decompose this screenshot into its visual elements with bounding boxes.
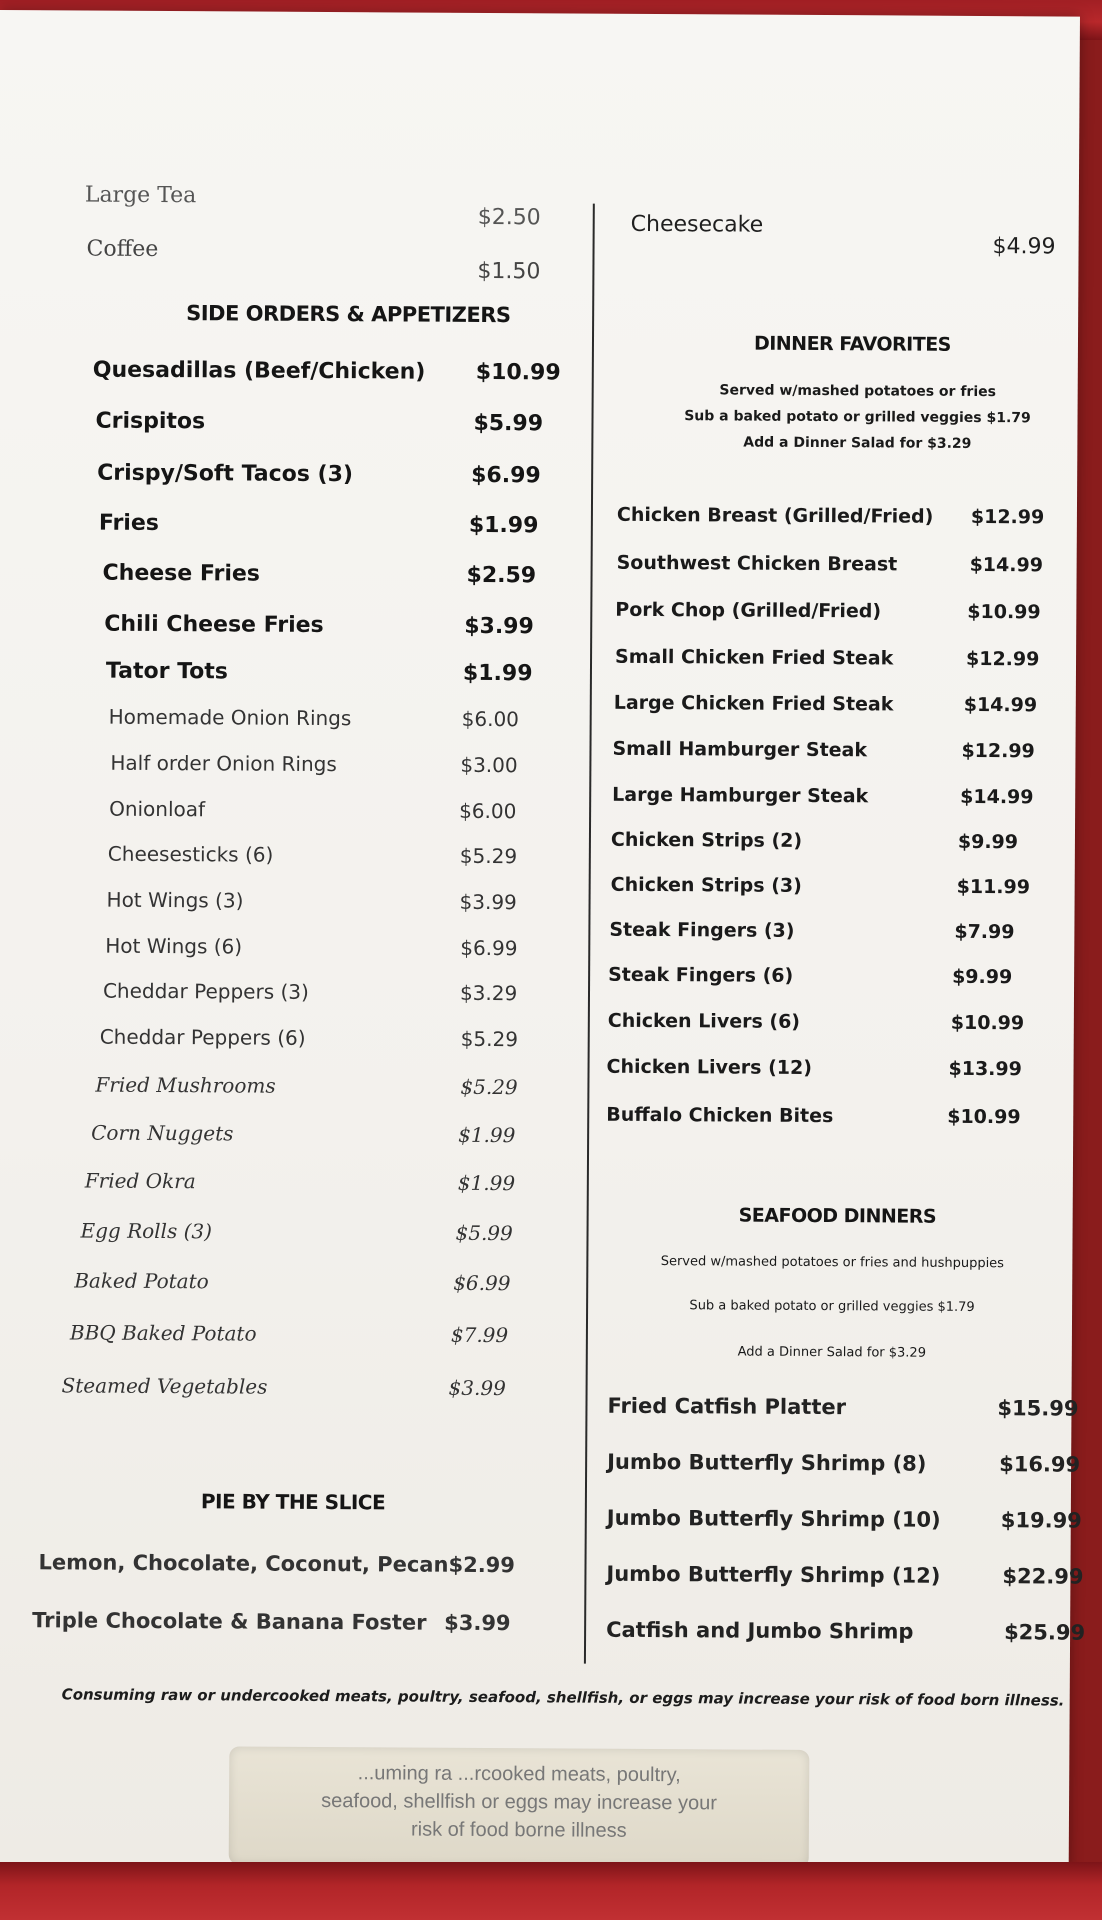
item-name: Pork Chop (Grilled/Fried) (615, 598, 882, 623)
item-name: Chicken Breast (Grilled/Fried) (616, 503, 934, 528)
item-name: Coffee (86, 236, 159, 262)
item-name: Baked Potato (74, 1268, 209, 1294)
item-name: Small Chicken Fried Steak (614, 645, 894, 670)
item-name: Jumbo Butterfly Shrimp (10) (606, 1505, 941, 1532)
item-name: Large Hamburger Steak (612, 783, 869, 808)
dinner-note: Add a Dinner Salad for $3.29 (743, 434, 972, 452)
item-name: Buffalo Chicken Bites (606, 1103, 834, 1128)
item-name: BBQ Baked Potato (69, 1320, 257, 1346)
item-name: Corn Nuggets (91, 1120, 234, 1146)
item-price: $2.99 (448, 1552, 516, 1578)
item-price: $1.99 (458, 1122, 516, 1148)
item-name: Fried Catfish Platter (607, 1393, 847, 1420)
item-price: $3.99 (444, 1610, 511, 1636)
item-name: Quesadillas (Beef/Chicken) (92, 357, 426, 385)
item-name: Onionloaf (109, 796, 206, 822)
item-name: Jumbo Butterfly Shrimp (8) (607, 1449, 927, 1476)
item-price: $1.99 (462, 660, 533, 687)
item-name: Chili Cheese Fries (104, 611, 324, 638)
item-name: Fried Mushrooms (95, 1072, 276, 1098)
item-price: $14.99 (963, 693, 1038, 717)
item-price: $9.99 (957, 830, 1019, 854)
item-price: $3.29 (459, 980, 518, 1006)
item-price: $2.50 (477, 204, 541, 231)
item-name: Hot Wings (6) (105, 933, 243, 959)
item-name: Lemon, Chocolate, Coconut, Pecan (38, 1550, 449, 1577)
item-name: Large Tea (84, 182, 197, 209)
item-price: $6.99 (471, 462, 541, 489)
sticker-line: ...uming ra ...rcooked meats, poultry, (357, 1762, 681, 1787)
item-price: $6.99 (453, 1270, 511, 1296)
item-price: $3.99 (459, 889, 517, 915)
item-price: $1.99 (457, 1170, 516, 1196)
item-price: $3.00 (460, 752, 518, 778)
item-name: Cheddar Peppers (3) (102, 978, 309, 1004)
item-price: $15.99 (997, 1396, 1079, 1421)
item-price: $6.99 (460, 935, 518, 961)
item-price: $9.99 (952, 965, 1013, 989)
seafood-note: Add a Dinner Salad for $3.29 (737, 1344, 927, 1361)
item-price: $2.59 (466, 562, 537, 589)
item-name: Jumbo Butterfly Shrimp (12) (606, 1561, 941, 1588)
item-price: $14.99 (960, 785, 1034, 809)
item-price: $6.00 (461, 706, 520, 732)
item-name: Chicken Strips (2) (610, 828, 803, 852)
menu-page (0, 10, 1086, 1869)
column-divider (584, 204, 595, 1664)
dinner-note: Sub a baked potato or grilled veggies $1.79 (684, 408, 1031, 427)
item-name: Hot Wings (3) (106, 887, 244, 913)
item-name: Southwest Chicken Breast (616, 551, 898, 576)
item-price: $6.00 (459, 798, 517, 824)
food-safety-warning: Consuming raw or undercooked meats, poultry, seafood, shellfish, or eggs may increase your risk of food born illness. (61, 1685, 1065, 1710)
item-name: Cheesesticks (6) (107, 841, 274, 867)
item-price: $5.99 (455, 1220, 513, 1246)
section-heading-side-orders: SIDE ORDERS & APPETIZERS (186, 301, 511, 328)
item-name: Chicken Livers (12) (606, 1055, 813, 1079)
item-price: $5.99 (473, 410, 544, 437)
item-price: $25.99 (1004, 1620, 1086, 1645)
item-name: Steamed Vegetables (61, 1373, 268, 1399)
item-name: Triple Chocolate & Banana Foster (32, 1608, 427, 1635)
item-name: Crispy/Soft Tacos (3) (97, 460, 354, 488)
item-price: $10.99 (947, 1105, 1021, 1129)
section-heading-seafood: SEAFOOD DINNERS (738, 1204, 937, 1228)
item-name: Chicken Livers (6) (607, 1009, 801, 1033)
sticker-line: seafood, shellfish or eggs may increase your (321, 1789, 718, 1815)
item-name: Tator Tots (105, 658, 229, 685)
item-name: Half order Onion Rings (110, 750, 337, 777)
item-price: $1.50 (477, 258, 541, 285)
item-price: $13.99 (948, 1057, 1022, 1081)
item-name: Catfish and Jumbo Shrimp (606, 1617, 914, 1644)
item-price: $3.99 (448, 1375, 506, 1401)
item-name: Homemade Onion Rings (108, 704, 352, 731)
menu-item (84, 182, 541, 231)
seafood-note: Sub a baked potato or grilled veggies $1.79 (689, 1298, 975, 1315)
section-heading-pie: PIE BY THE SLICE (200, 1489, 386, 1515)
item-name: Large Chicken Fried Steak (613, 691, 894, 716)
item-price: $10.99 (475, 359, 561, 386)
section-heading-dinner-favorites: DINNER FAVORITES (753, 332, 951, 356)
item-price: $5.29 (460, 1074, 518, 1100)
item-price: $14.99 (969, 553, 1044, 577)
item-price: $19.99 (1000, 1508, 1082, 1533)
item-price: $12.99 (970, 505, 1045, 529)
dinner-note: Served w/mashed potatoes or fries (719, 382, 997, 401)
item-name: Steak Fingers (3) (609, 918, 795, 942)
item-price: $10.99 (967, 600, 1041, 624)
item-name: Chicken Strips (3) (610, 873, 802, 897)
item-price: $7.99 (450, 1322, 509, 1348)
item-price: $12.99 (965, 647, 1040, 671)
item-name: Small Hamburger Steak (612, 737, 868, 762)
item-price: $7.99 (954, 920, 1015, 944)
item-price: $5.29 (460, 1026, 519, 1052)
item-name: Fries (98, 510, 159, 536)
item-price: $12.99 (961, 739, 1035, 763)
item-price: $16.99 (999, 1452, 1081, 1477)
item-name: Fried Okra (84, 1168, 196, 1194)
item-price: $1.99 (468, 512, 539, 539)
item-price: $11.99 (956, 875, 1031, 899)
item-name: Steak Fingers (6) (608, 963, 794, 987)
seafood-note: Served w/mashed potatoes or fries and hushpuppies (660, 1254, 1005, 1272)
menu-cover-bottom (0, 1862, 1102, 1920)
item-name: Cheese Fries (102, 560, 260, 587)
item-price: $4.99 (992, 234, 1056, 260)
item-name: Egg Rolls (3) (80, 1218, 213, 1244)
item-name: Cheesecake (630, 211, 764, 238)
item-name: Crispitos (95, 408, 206, 435)
item-price: $5.29 (459, 843, 518, 869)
item-price: $3.99 (464, 613, 534, 640)
item-name: Cheddar Peppers (6) (99, 1024, 306, 1050)
item-price: $10.99 (950, 1011, 1025, 1035)
item-price: $22.99 (1002, 1564, 1084, 1589)
warning-sticker (229, 1746, 810, 1868)
sticker-line: risk of food borne illness (410, 1818, 627, 1842)
menu-item (86, 236, 541, 285)
